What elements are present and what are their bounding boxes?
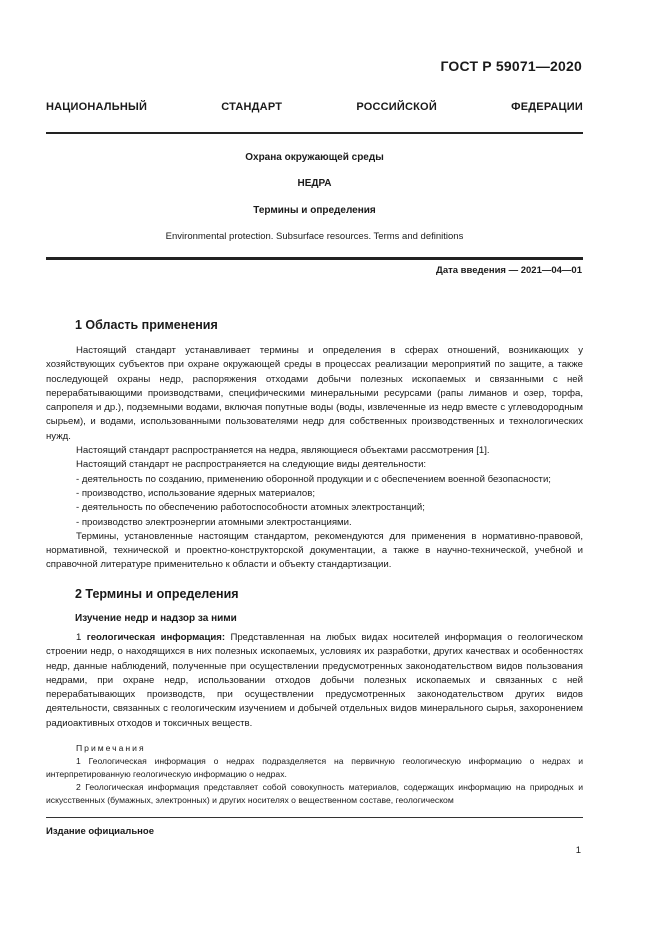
header-divider — [46, 132, 583, 134]
section-2-heading: 2 Термины и определения — [75, 587, 239, 601]
list-item: - производство, использование ядерных материалов; — [76, 487, 316, 499]
term-number: 1 — [76, 632, 82, 643]
note-item: 1 Геологическая информация о недрах подразделяется на первичную геологическую информацию о недрах и интерпретированную геологическую информацию о недрах. — [46, 756, 583, 779]
paragraph: Настоящий стандарт распространяется на недра, являющиеся объектами рассмотрения [1]. — [76, 445, 490, 457]
gost-number: ГОСТ Р 59071—2020 — [440, 58, 582, 74]
english-title: Environmental protection. Subsurface resources. Terms and definitions — [165, 231, 464, 242]
national-standard-title: НАЦИОНАЛЬНЫЙ СТАНДАРТ РОССИЙСКОЙ ФЕДЕРАЦИИ — [46, 101, 583, 113]
section-2-subheading: Изучение недр и надзор за ними — [75, 613, 237, 624]
note-item: 2 Геологическая информация представляет собой совокупность материалов, содержащих информацию на природных и искусственных (бумажных, электронных) и других носителях о вещественном составе, геологическом — [46, 782, 583, 805]
term-1-entry — [46, 631, 583, 731]
term-name: геологическая информация: — [86, 632, 226, 643]
section-1-heading: 1 Область применения — [75, 318, 218, 332]
edition-label: Издание официальное — [46, 826, 154, 837]
document-title: НЕДРА — [297, 178, 332, 189]
list-item: - деятельность по созданию, применению оборонной продукции и с обеспечением военной безопасности; — [76, 473, 551, 485]
footer-divider — [46, 817, 583, 818]
list-item: - производство электроэнергии атомными электростанциями. — [76, 516, 352, 528]
title-divider — [46, 257, 583, 260]
list-item: - деятельность по обеспечению работоспособности атомных электростанций; — [76, 502, 425, 514]
paragraph: Настоящий стандарт устанавливает термины и определения в сферах отношений, возникающих у хозяйствующих субъектов при охране окружающей среды в процессах реализации мероприятий по защите, а также последующей охраны недр, распоряжения отходами добычи полезных ископаемых и связанными с ней перерабатывающими производствами, специфическими минеральными ресурсами (рапы лиманов и озер, торфа, сапропеля и др.), подземными водами, включая попутные воды (воды, извлеченные из недр вместе с углеводородным сырьем), и водами, использованными пользователями недр для собственных производственных и технологических нужд. — [46, 345, 583, 442]
introduction-date: Дата введения — 2021—04—01 — [436, 265, 582, 276]
document-subtitle: Термины и определения — [253, 205, 376, 216]
paragraph: Настоящий стандарт не распространяется на следующие виды деятельности: — [76, 459, 427, 471]
notes-block — [46, 742, 583, 807]
notes-title: Примечания — [76, 743, 146, 753]
document-subject: Охрана окружающей среды — [245, 152, 384, 163]
page-number: 1 — [575, 845, 581, 856]
section-1-body — [46, 344, 583, 573]
term-definition: Представленная на любых видах носителей информация о геологическом строении недр, о находящихся в них полезных ископаемых, условиях их разработки, других качествах и особенностях недр, данные наблюдений, полученные при осуществлении предусмотренных законодательством видов пользования недрами, при охране недр, использовании отходов добычи полезных ископаемых и связанных с ней перерабатывающих производств, при осуществлении предусмотренных законодательством других видов деятельности, связанных с геологическим изучением и добычей отдельных видов минерального сырья, захоронением радиоактивных отходов и токсичных веществ. — [46, 632, 584, 729]
paragraph: Термины, установленные настоящим стандартом, рекомендуются для применения в нормативно-правовой, нормативной, технической и проектно-конструкторской документации, а также в научно-технической, учебной и справочной литературе применительно к области и объекту стандартизации. — [46, 530, 583, 571]
